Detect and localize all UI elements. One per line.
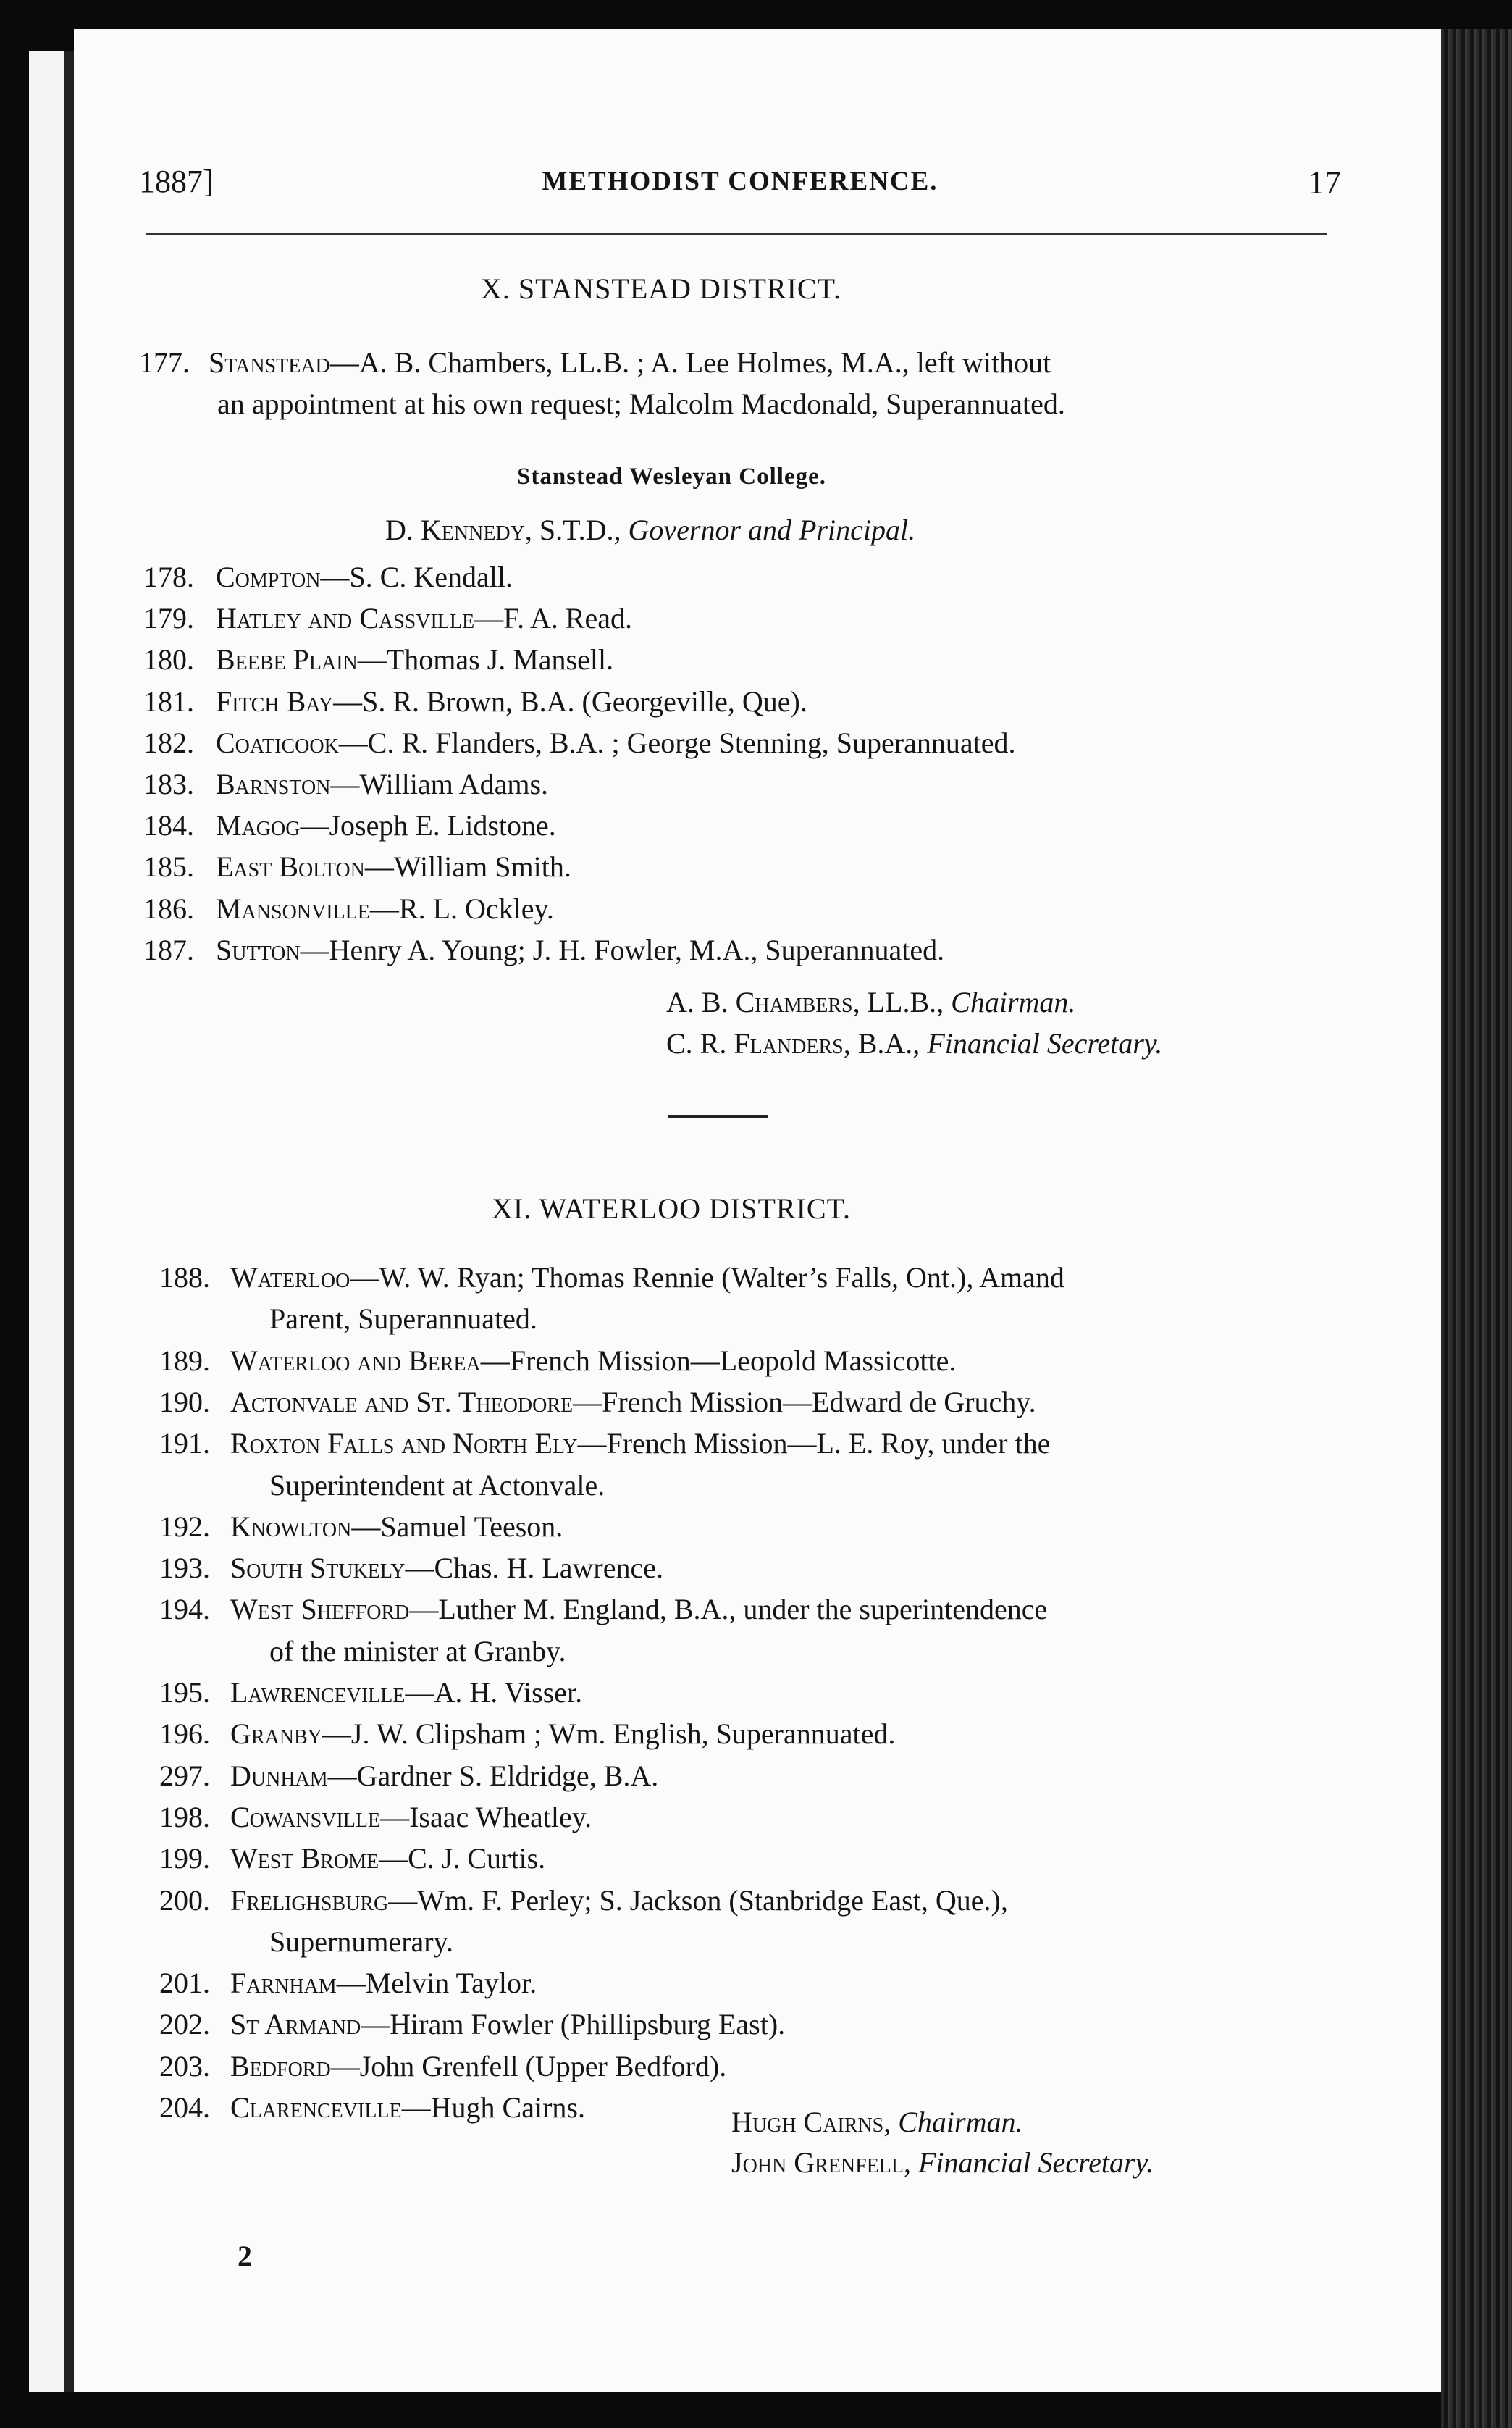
- appointment: —Luther M. England, B.A., under the superintendence: [409, 1593, 1048, 1626]
- circuit-name: Mansonville: [216, 892, 370, 925]
- appointment: —S. R. Brown, B.A. (Georgeville, Que).: [333, 685, 807, 718]
- entry-number: 204.: [159, 2091, 210, 2124]
- circuit-name: Lawrenceville: [230, 1676, 406, 1709]
- entry-number: 297.: [159, 1759, 210, 1792]
- chairman-role: Chairman.: [951, 986, 1076, 1018]
- entry-number: 201.: [159, 1967, 210, 2000]
- entry-row: [143, 726, 1389, 762]
- secretary-name: John Grenfell: [731, 2146, 904, 2179]
- circuit-name: Knowlton: [230, 1510, 352, 1543]
- appointment: —C. J. Curtis.: [379, 1842, 546, 1875]
- entry-number: 177.: [139, 346, 190, 379]
- entry-text: [230, 1675, 582, 1709]
- entry-number: 203.: [159, 2049, 210, 2082]
- circuit-name: Magog: [216, 809, 301, 842]
- circuit-name: Granby: [230, 1717, 322, 1751]
- entry-row: [143, 892, 1389, 928]
- entry-text: [230, 1759, 658, 1793]
- entry-text: [230, 1426, 1050, 1460]
- appointment: —William Smith.: [364, 850, 571, 884]
- appointment: —C. R. Flanders, B.A. ; George Stenning, Superannuated.: [338, 726, 1016, 759]
- entry-row: [143, 642, 1389, 679]
- entry-text: [216, 933, 944, 967]
- appointment: —French Mission—Edward de Gruchy.: [573, 1385, 1036, 1418]
- entry-text: [216, 560, 513, 594]
- entry-number: 202.: [159, 2008, 210, 2041]
- appointment: —S. C. Kendall.: [320, 561, 513, 593]
- entry-row: [159, 1426, 1405, 1462]
- entry-number: 192.: [159, 1510, 210, 1543]
- circuit-name: St Armand: [230, 2008, 361, 2041]
- entry-continuation: Parent, Superannuated.: [269, 1302, 537, 1336]
- appointment: —Henry A. Young; J. H. Fowler, M.A., Superannuated.: [300, 933, 945, 966]
- entry-row: [159, 1800, 1405, 1836]
- entry-text: [216, 892, 554, 926]
- entry-row: [159, 1551, 1405, 1587]
- entry-number: 198.: [159, 1800, 210, 1833]
- entry-text: [216, 685, 807, 719]
- appointment: —A. H. Visser.: [405, 1676, 583, 1709]
- circuit-name: West Shefford: [230, 1593, 410, 1626]
- circuit-name: Waterloo: [230, 1261, 350, 1294]
- header-rule: [146, 233, 1327, 235]
- entry-text: [230, 2049, 726, 2083]
- entry-text: [230, 1883, 1008, 1917]
- entry-row: [159, 1344, 1405, 1380]
- entry-number: 178.: [143, 561, 194, 593]
- entry-text: [230, 1344, 956, 1378]
- entry-number: 184.: [143, 809, 194, 842]
- entry-number: 189.: [159, 1344, 210, 1377]
- gutter-shadow: [64, 51, 74, 2392]
- appointment: —Gardner S. Eldridge, B.A.: [327, 1759, 659, 1792]
- circuit-name: East Bolton: [216, 850, 365, 884]
- entry-text: [230, 1592, 1047, 1626]
- book-edge: [1441, 29, 1512, 2428]
- waterloo-chairman: [731, 2105, 1023, 2139]
- circuit-name: Roxton Falls and North Ely: [230, 1427, 578, 1460]
- entry-row: [159, 1260, 1405, 1297]
- entry-text: [230, 2090, 585, 2124]
- appointment: —Wm. F. Perley; S. Jackson (Stanbridge East, Que.),: [388, 1883, 1008, 1917]
- circuit-name: West Brome: [230, 1842, 379, 1875]
- entry-number: 179.: [143, 602, 194, 635]
- college-title: Stanstead Wesleyan College.: [517, 464, 826, 490]
- circuit-name: Bedford: [230, 2049, 331, 2082]
- appointment: —J. W. Clipsham ; Wm. English, Superannuated.: [322, 1717, 896, 1751]
- circuit-name: Clarenceville: [230, 2091, 402, 2124]
- college-head-name: D. Kennedy: [385, 514, 525, 546]
- stanstead-secretary: [666, 1026, 1162, 1060]
- page-number: 17: [1308, 164, 1341, 201]
- book-page: [74, 29, 1441, 2392]
- circuit-name: Coaticook: [216, 726, 339, 759]
- entry-text: [216, 601, 632, 635]
- circuit-name: Waterloo and Berea: [230, 1344, 481, 1377]
- entry-number: 191.: [159, 1427, 210, 1460]
- entry-text: [230, 1551, 663, 1585]
- entry-row: [159, 1510, 1405, 1546]
- college-head: [385, 513, 915, 547]
- circuit-name: Sutton: [216, 933, 301, 966]
- college-head-degree: , S.T.D.,: [524, 514, 629, 546]
- entry-row: [159, 2049, 1405, 2085]
- entry-text: [209, 346, 1051, 380]
- appointment: —Joseph E. Lidstone.: [300, 809, 556, 842]
- entry-text: [216, 808, 556, 842]
- circuit-name: Barnston: [216, 768, 331, 800]
- waterloo-secretary: [731, 2146, 1154, 2180]
- appointment: —French Mission—Leopold Massicotte.: [480, 1344, 957, 1377]
- secretary-name: C. R. Flanders: [666, 1027, 844, 1060]
- chairman-name: Hugh Cairns: [731, 2106, 884, 2138]
- chairman-role: Chairman.: [898, 2106, 1023, 2138]
- entry-text: [230, 2007, 785, 2041]
- entry-text: [216, 850, 571, 884]
- circuit-name: Cowansville: [230, 1800, 381, 1833]
- circuit-name: Farnham: [230, 1967, 337, 2000]
- district-heading-waterloo: XI. WATERLOO DISTRICT.: [492, 1192, 852, 1225]
- entry-row: [143, 933, 1389, 969]
- entry-row: [159, 1841, 1405, 1877]
- entry-row: [159, 1966, 1405, 2002]
- stanstead-chairman: [666, 985, 1075, 1019]
- chairman-sep: ,: [883, 2106, 899, 2138]
- chairman-name: A. B. Chambers: [666, 986, 853, 1018]
- entry-number: 180.: [143, 643, 194, 677]
- entry-row: [143, 850, 1389, 886]
- appointment: —A. B. Chambers, LL.B. ; A. Lee Holmes, M.A., left without: [329, 346, 1051, 379]
- circuit-name: Hatley and Cassville: [216, 602, 475, 635]
- appointment: —Isaac Wheatley.: [380, 1800, 592, 1833]
- entry-row: [143, 767, 1389, 803]
- appointment: —Hugh Cairns.: [401, 2091, 585, 2124]
- appointment: —Hiram Fowler (Phillipsburg East).: [361, 2008, 786, 2041]
- appointment: —R. L. Ockley.: [369, 892, 554, 925]
- entry-text: [216, 726, 1016, 760]
- chairman-degree: , LL.B.,: [852, 986, 952, 1018]
- entry-number: 199.: [159, 1842, 210, 1875]
- section-divider: [668, 1115, 768, 1118]
- secretary-sep: ,: [904, 2146, 918, 2179]
- entry-row: [143, 808, 1389, 845]
- secretary-role: Financial Secretary.: [918, 2146, 1154, 2179]
- appointment: —Samuel Teeson.: [351, 1510, 563, 1543]
- entry-row: [159, 1883, 1405, 1920]
- entry-number: 190.: [159, 1385, 210, 1418]
- entry-number: 194.: [159, 1593, 210, 1626]
- header-title: METHODIST CONFERENCE.: [542, 167, 938, 196]
- entry-number: 195.: [159, 1676, 210, 1709]
- entry-177-continuation: an appointment at his own request; Malcolm Macdonald, Superannuated.: [217, 388, 1065, 420]
- appointment: —Chas. H. Lawrence.: [405, 1552, 663, 1585]
- appointment: —W. W. Ryan; Thomas Rennie (Walter’s Falls, Ont.), Amand: [350, 1261, 1064, 1294]
- entry-row: [159, 1385, 1405, 1421]
- entry-number: 196.: [159, 1717, 210, 1751]
- entry-text: [230, 1510, 563, 1544]
- entry-row: [159, 1592, 1405, 1628]
- entry-row: [159, 1717, 1405, 1753]
- entry-row: [143, 685, 1389, 721]
- entry-continuation: Superintendent at Actonvale.: [269, 1468, 605, 1502]
- circuit-name: Frelighsburg: [230, 1883, 389, 1917]
- appointment: —Thomas J. Mansell.: [357, 643, 614, 677]
- appointment: —F. A. Read.: [474, 602, 633, 635]
- entry-number: 181.: [143, 685, 194, 718]
- entry-row: [159, 1759, 1405, 1795]
- circuit-name: Dunham: [230, 1759, 328, 1792]
- entry-text: [230, 1260, 1064, 1294]
- entry-row: [159, 2007, 1405, 2043]
- entry-continuation: of the minister at Granby.: [269, 1634, 566, 1667]
- college-head-role: Governor and Principal.: [628, 514, 916, 546]
- circuit-name: Actonvale and St. Theodore: [230, 1385, 574, 1418]
- entry-text: [216, 642, 613, 677]
- circuit-name: Beebe Plain: [216, 643, 358, 677]
- entry-row: [159, 1675, 1405, 1712]
- entry-177: [139, 346, 1370, 382]
- appointment: —John Grenfell (Upper Bedford).: [330, 2049, 727, 2082]
- circuit-name: Fitch Bay: [216, 685, 334, 718]
- secretary-degree: , B.A.,: [843, 1027, 928, 1060]
- signature-mark: 2: [238, 2240, 252, 2272]
- entry-number: 187.: [143, 933, 194, 966]
- entry-number: 186.: [143, 892, 194, 925]
- entry-text: [230, 1841, 545, 1875]
- entry-number: 185.: [143, 850, 194, 884]
- circuit-name: Compton: [216, 561, 321, 593]
- entry-text: [216, 767, 548, 801]
- entry-number: 200.: [159, 1883, 210, 1917]
- entry-text: [230, 1385, 1036, 1419]
- entry-number: 182.: [143, 726, 194, 759]
- secretary-role: Financial Secretary.: [927, 1027, 1163, 1060]
- entry-row: [143, 601, 1389, 637]
- entry-text: [230, 1800, 592, 1834]
- entry-row: [143, 560, 1389, 596]
- entry-number: 183.: [143, 768, 194, 800]
- entry-text: [230, 1966, 537, 2000]
- appointment: —William Adams.: [330, 768, 549, 800]
- circuit-name: South Stukely: [230, 1552, 406, 1585]
- entry-number: 188.: [159, 1261, 210, 1294]
- appointment: —French Mission—L. E. Roy, under the: [577, 1427, 1051, 1460]
- appointment: —Melvin Taylor.: [336, 1967, 537, 2000]
- entry-continuation: Supernumerary.: [269, 1925, 453, 1958]
- entry-text: [230, 1717, 895, 1751]
- circuit-name: Stanstead: [209, 346, 330, 379]
- running-header: [139, 163, 1341, 221]
- entry-number: 193.: [159, 1552, 210, 1585]
- district-heading-stanstead: X. STANSTEAD DISTRICT.: [481, 272, 842, 305]
- header-year: 1887]: [139, 164, 214, 199]
